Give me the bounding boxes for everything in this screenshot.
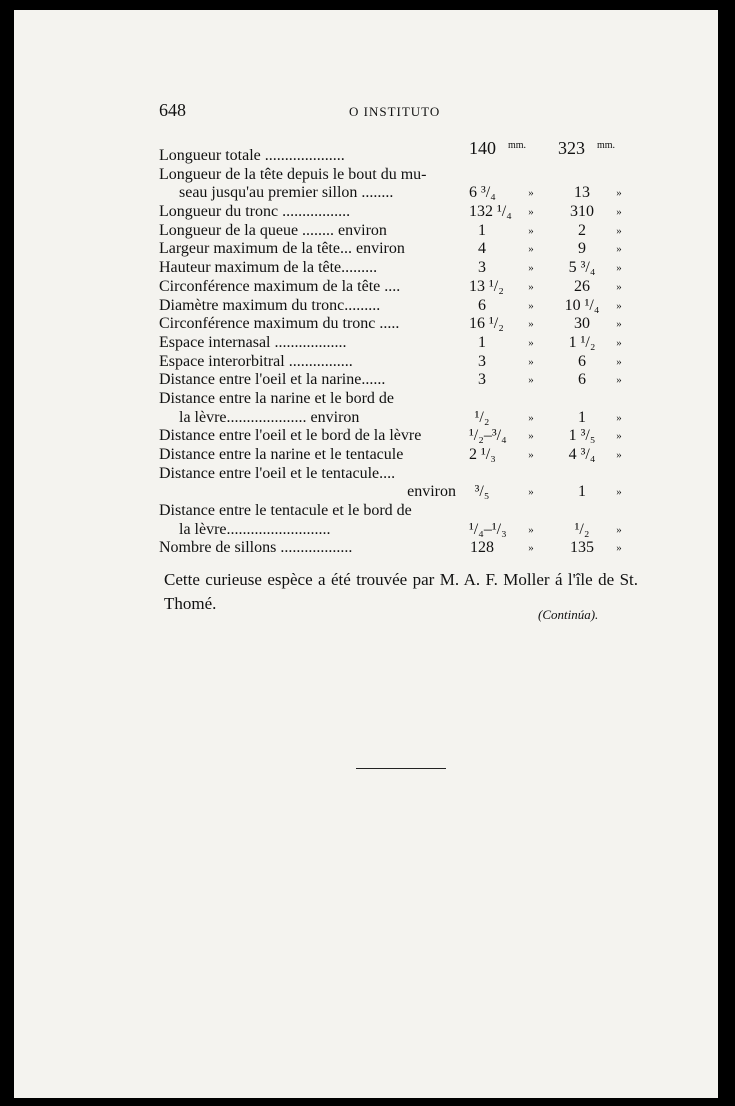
- row-label: Hauteur maximum de la tête.........: [159, 259, 378, 277]
- table-row: [159, 427, 639, 446]
- row-label: Diamètre maximum du tronc.........: [159, 296, 381, 314]
- row-ditto-mark-1: »: [528, 187, 534, 200]
- row-ditto-mark-2: »: [616, 449, 622, 461]
- row-ditto-mark-2: »: [616, 355, 622, 368]
- row-value-323mm: 6: [578, 371, 586, 389]
- row-ditto-mark-1: »: [528, 430, 534, 443]
- row-value-140mm: 16 ¹/₂: [469, 315, 504, 333]
- row-label: Longueur de la queue ........ environ: [159, 221, 387, 239]
- table-row: [159, 371, 639, 390]
- row-ditto-mark-1: »: [528, 374, 534, 387]
- table-row: [159, 521, 639, 540]
- closing-paragraph: Cette curieuse espèce a été trouvée par M. A. F. Moller á l'île de St. Thomé.: [164, 570, 638, 613]
- row-value-140mm: 6 ³/₄: [469, 184, 496, 202]
- row-ditto-mark-2: »: [616, 187, 622, 200]
- row-ditto-mark-2: »: [616, 523, 622, 536]
- row-value-140mm: 3: [478, 371, 486, 389]
- table-row: [159, 166, 639, 185]
- row-label: Distance entre l'oeil et le bord de la lèvre: [159, 427, 422, 445]
- table-row: [159, 278, 639, 297]
- table-row: [159, 259, 639, 278]
- table-row: [159, 222, 639, 241]
- row-ditto-mark-1: »: [528, 486, 534, 499]
- table-row: [159, 409, 639, 428]
- row-value-323mm: 30: [574, 315, 590, 333]
- row-value-323mm: 2: [578, 221, 586, 239]
- row-value-323mm: 6: [578, 352, 586, 370]
- row-ditto-mark-1: »: [528, 355, 534, 368]
- page-header: [159, 100, 639, 124]
- row-ditto-mark-2: »: [616, 430, 622, 443]
- row-label: seau jusqu'au premier sillon ........: [179, 184, 394, 202]
- row-label: Longueur totale ....................: [159, 147, 345, 164]
- row-value-323mm: 1: [578, 483, 586, 501]
- row-ditto-mark-2: »: [616, 411, 622, 424]
- row-ditto-mark-2: »: [616, 299, 622, 312]
- row-value-140mm: 6: [478, 296, 486, 314]
- continua-note: (Continúa).: [538, 607, 599, 622]
- row-ditto-mark-2: »: [616, 206, 622, 219]
- unit-col2-label: mm.: [597, 140, 616, 151]
- row-ditto-mark-1: »: [528, 336, 534, 349]
- row-value-140mm: 4: [478, 240, 486, 258]
- row-value-323mm: 1 ¹/₂: [568, 333, 596, 351]
- unit-col1-value: 140: [469, 138, 496, 158]
- table-row: [159, 184, 639, 203]
- table-row: [159, 353, 639, 372]
- row-value-323mm: 9: [578, 240, 586, 258]
- row-ditto-mark-2: »: [616, 243, 622, 256]
- row-label: la lèvre..........................: [179, 520, 331, 538]
- row-label: Circonférence maximum de la tête ....: [159, 277, 401, 295]
- table-row: [159, 465, 639, 484]
- row-value-140mm: ¹/₂–³/₄: [469, 427, 507, 445]
- row-value-140mm: ¹/₂: [474, 408, 490, 426]
- row-label: Espace internasal ..................: [159, 333, 347, 351]
- table-row: [159, 502, 639, 521]
- row-ditto-mark-2: »: [616, 224, 622, 237]
- row-label: Longueur de la tête depuis le bout du mu-: [159, 165, 427, 183]
- row-label: Distance entre l'oeil et la narine......: [159, 371, 386, 389]
- row-label: Nombre de sillons ..................: [159, 539, 353, 557]
- row-label: Distance entre la narine et le bord de: [159, 389, 394, 407]
- row-ditto-mark-2: »: [616, 542, 622, 555]
- row-value-323mm: 5 ³/₄: [568, 259, 596, 277]
- table-row: [159, 297, 639, 316]
- table-row: [159, 315, 639, 334]
- unit-col1-label: mm.: [508, 140, 527, 151]
- measurement-table: [159, 147, 639, 558]
- row-label: Distance entre le tentacule et le bord de: [159, 502, 412, 520]
- table-row: [159, 446, 639, 465]
- row-value-140mm: 13 ¹/₂: [469, 277, 504, 295]
- table-row: [159, 203, 639, 222]
- row-ditto-mark-1: »: [528, 523, 534, 536]
- row-value-323mm: 26: [574, 277, 590, 295]
- row-value-140mm: 3: [478, 259, 486, 277]
- row-value-323mm: 1: [578, 408, 586, 426]
- row-label: Distance entre la narine et le tentacule: [159, 446, 404, 463]
- table-row: [159, 334, 639, 353]
- page-number: 648: [159, 100, 186, 120]
- row-value-140mm: 1: [478, 333, 486, 351]
- row-ditto-mark-2: »: [616, 486, 622, 499]
- row-value-140mm: ³/₅: [474, 483, 490, 501]
- row-value-140mm: 1: [478, 221, 486, 239]
- table-row: [159, 539, 639, 558]
- row-value-323mm: 310: [570, 203, 594, 221]
- row-ditto-mark-1: »: [528, 411, 534, 424]
- row-ditto-mark-2: »: [616, 262, 622, 275]
- row-ditto-mark-1: »: [528, 318, 534, 331]
- row-label: Largeur maximum de la tête... environ: [159, 240, 405, 258]
- row-ditto-mark-2: »: [616, 374, 622, 387]
- row-label: Longueur du tronc .................: [159, 203, 351, 221]
- row-ditto-mark-1: »: [528, 243, 534, 256]
- row-label: environ: [407, 483, 456, 501]
- row-ditto-mark-1: »: [528, 299, 534, 312]
- row-label: Distance entre l'oeil et le tentacule....: [159, 464, 396, 482]
- row-label: la lèvre.................... environ: [179, 408, 360, 426]
- row-ditto-mark-1: »: [528, 206, 534, 219]
- row-ditto-mark-1: »: [528, 449, 534, 461]
- row-value-323mm: ¹/₂: [574, 520, 590, 538]
- running-title: O INSTITUTO: [349, 104, 441, 119]
- row-value-323mm: 135: [570, 539, 594, 557]
- row-value-140mm: ¹/₄–¹/₃: [469, 520, 507, 538]
- row-label: Circonférence maximum du tronc .....: [159, 315, 400, 333]
- row-value-323mm: 13: [574, 184, 590, 202]
- row-value-323mm: 4 ³/₄: [568, 446, 596, 463]
- row-value-140mm: 132 ¹/₄: [469, 203, 512, 221]
- row-ditto-mark-1: »: [528, 542, 534, 555]
- unit-col2-value: 323: [558, 138, 585, 158]
- row-value-140mm: 3: [478, 352, 486, 370]
- row-value-323mm: 1 ³/₅: [568, 427, 596, 445]
- table-row: [159, 240, 639, 259]
- table-row: [159, 147, 639, 166]
- row-ditto-mark-1: »: [528, 224, 534, 237]
- row-ditto-mark-2: »: [616, 336, 622, 349]
- table-row: [159, 390, 639, 409]
- row-value-323mm: 10 ¹/₄: [564, 296, 600, 314]
- separator-rule: [356, 768, 446, 769]
- row-label: Espace interorbitral ................: [159, 352, 353, 370]
- row-ditto-mark-2: »: [616, 280, 622, 293]
- row-value-140mm: 128: [470, 539, 494, 557]
- row-ditto-mark-1: »: [528, 280, 534, 293]
- row-value-140mm: 2 ¹/₃: [469, 446, 496, 463]
- table-row: [159, 483, 639, 502]
- row-ditto-mark-1: »: [528, 262, 534, 275]
- row-ditto-mark-2: »: [616, 318, 622, 331]
